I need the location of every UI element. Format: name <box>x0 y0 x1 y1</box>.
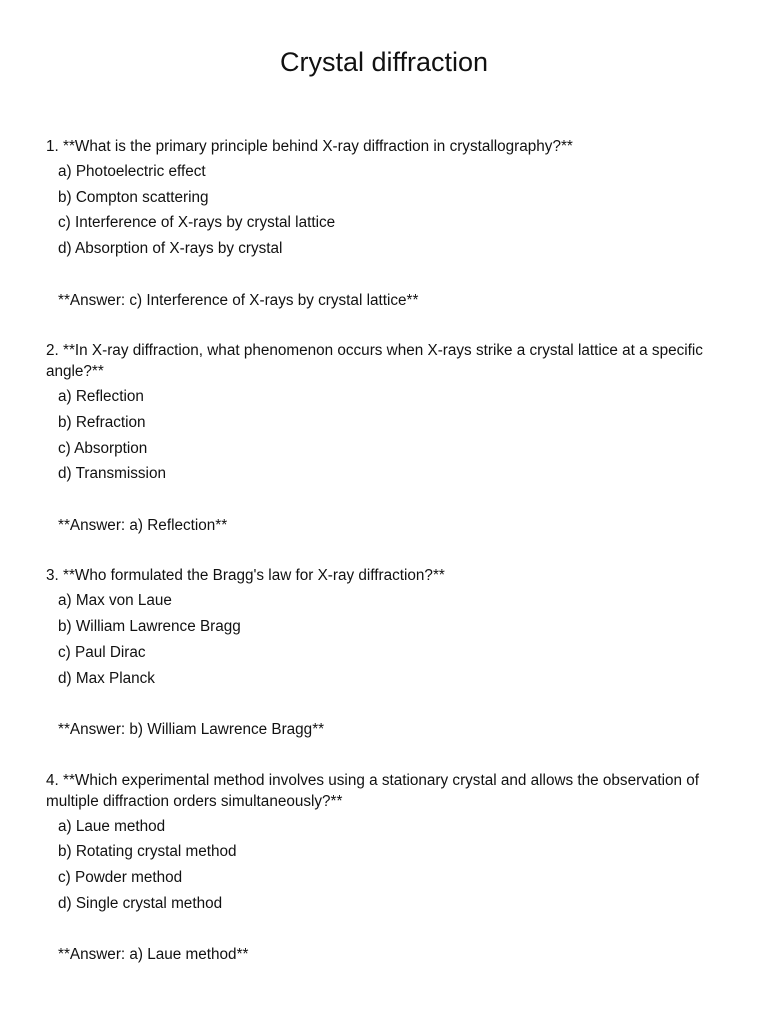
correct-answer: **Answer: c) Interference of X-rays by crystal lattice** <box>58 291 419 309</box>
question-3 <box>46 563 726 742</box>
question-text: 1. **What is the primary principle behind X-ray diffraction in crystallography?** <box>46 138 573 155</box>
answer-option-c: c) Powder method <box>58 869 183 887</box>
question-text: 4. **Which experimental method involves using a stationary crystal and allows the observation of multiple diffraction orders simultaneously?** <box>46 771 700 810</box>
correct-answer: **Answer: a) Laue method** <box>58 946 249 964</box>
answer-option-b: b) Refraction <box>58 413 146 431</box>
answer-option-a: a) Reflection <box>58 388 144 406</box>
question-1 <box>46 134 726 313</box>
question-list <box>46 134 726 968</box>
answer-option-c: c) Interference of X-rays by crystal lattice <box>58 214 336 232</box>
question-text: 3. **Who formulated the Bragg's law for X-ray diffraction?** <box>46 567 445 585</box>
correct-answer: **Answer: b) William Lawrence Bragg** <box>58 720 325 738</box>
page-title: Crystal diffraction <box>279 47 489 77</box>
correct-answer: **Answer: a) Reflection** <box>58 516 228 534</box>
question-4 <box>46 768 726 968</box>
answer-option-b: b) Rotating crystal method <box>58 843 237 861</box>
answer-option-d: d) Max Planck <box>58 669 155 687</box>
question-2 <box>46 338 726 538</box>
answer-option-d: d) Single crystal method <box>58 894 223 912</box>
answer-option-b: b) Compton scattering <box>58 188 209 206</box>
answer-option-a: a) Photoelectric effect <box>58 163 206 180</box>
answer-option-a: a) Laue method <box>58 817 166 835</box>
answer-option-d: d) Transmission <box>58 465 166 483</box>
answer-option-c: c) Paul Dirac <box>58 643 146 661</box>
answer-option-a: a) Max von Laue <box>58 592 172 610</box>
answer-option-b: b) William Lawrence Bragg <box>58 618 241 636</box>
answer-option-d: d) Absorption of X-rays by crystal <box>58 240 283 258</box>
question-text: 2. **In X-ray diffraction, what phenomenon occurs when X-rays strike a crystal lattice at a specific angle?** <box>46 342 703 381</box>
answer-option-c: c) Absorption <box>58 439 148 457</box>
